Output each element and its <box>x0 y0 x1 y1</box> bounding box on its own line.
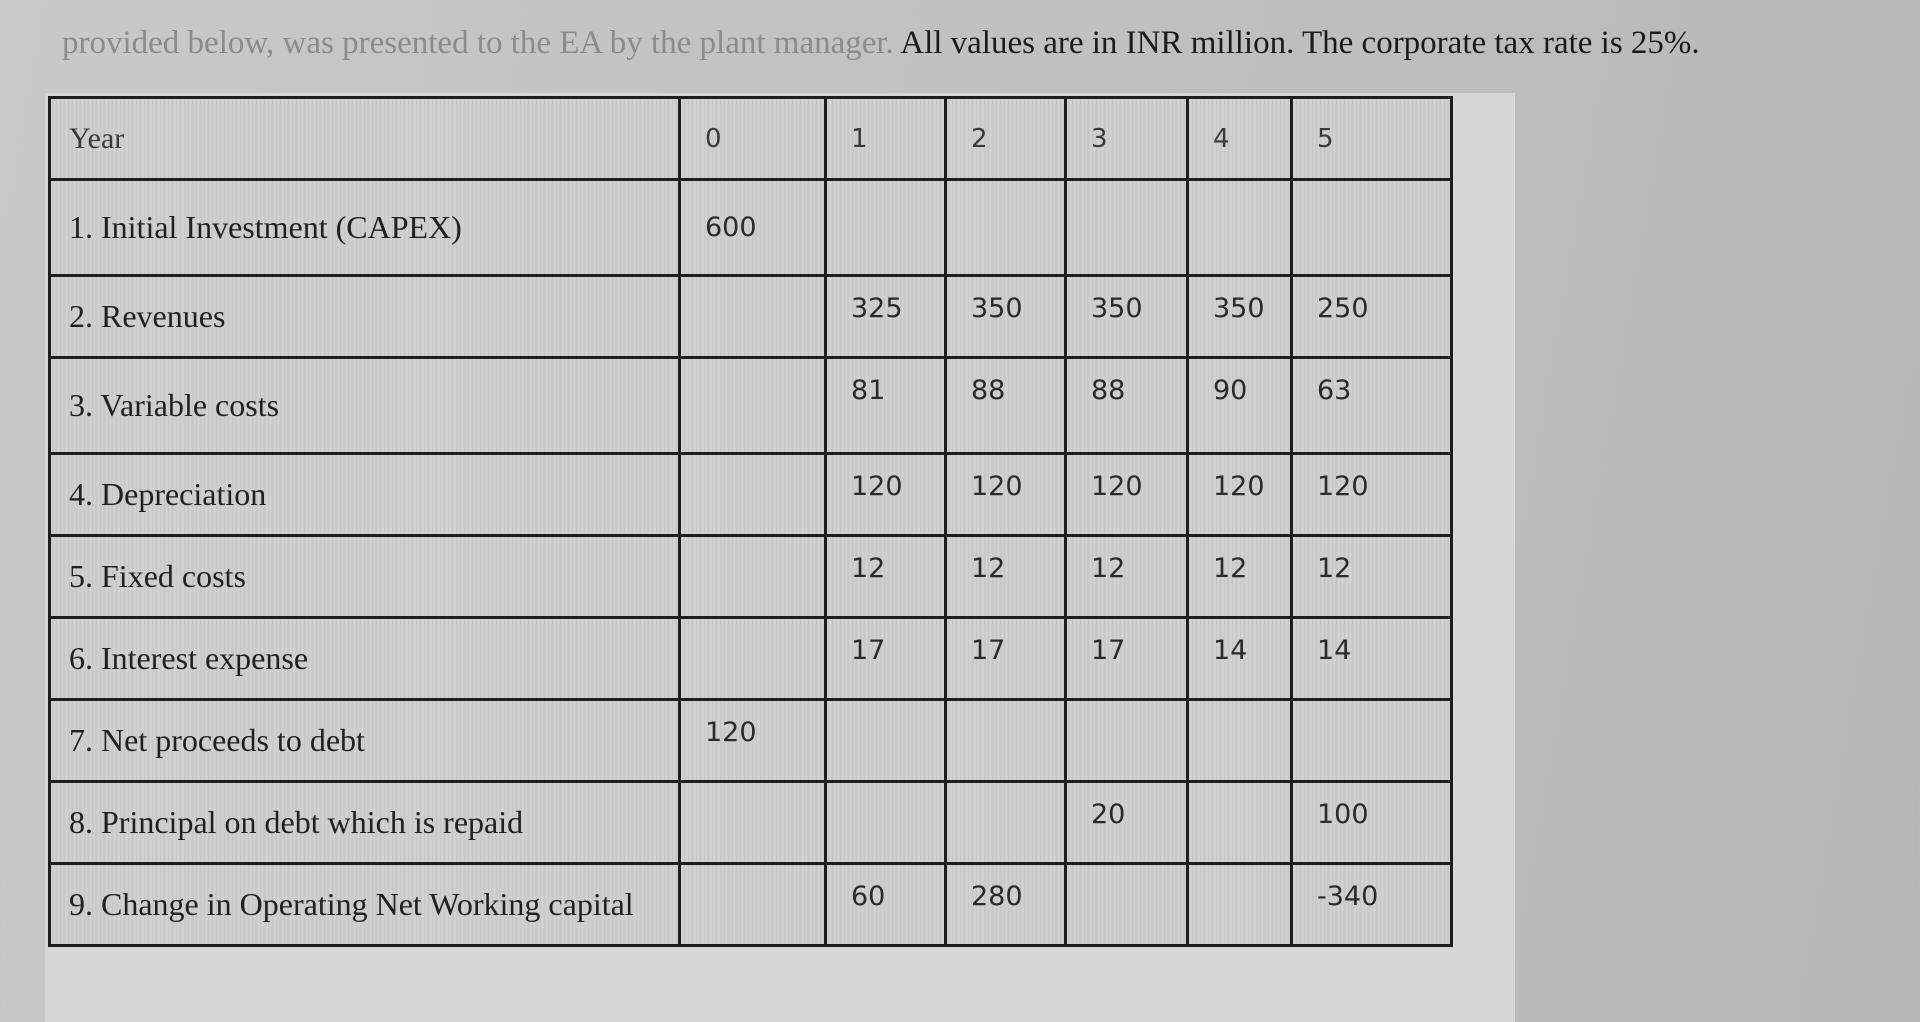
row-label: 1. Initial Investment (CAPEX) <box>50 180 680 276</box>
table-cell: 120 <box>946 454 1066 536</box>
table-cell <box>826 700 946 782</box>
table-row <box>50 180 1452 276</box>
year-5-header: 5 <box>1292 98 1452 180</box>
table-cell <box>680 536 826 618</box>
table-cell <box>1066 700 1188 782</box>
table-cell: 120 <box>1066 454 1188 536</box>
table-cell <box>1188 700 1292 782</box>
table-cell: 120 <box>1292 454 1452 536</box>
table-cell <box>1188 180 1292 276</box>
table-cell: 12 <box>1292 536 1452 618</box>
table-cell: 60 <box>826 864 946 946</box>
table-cell: 12 <box>946 536 1066 618</box>
header-row <box>50 98 1452 180</box>
table-cell: 63 <box>1292 358 1452 454</box>
table-cell <box>1066 864 1188 946</box>
year-2-header: 2 <box>946 98 1066 180</box>
table-row <box>50 358 1452 454</box>
row-label: 5. Fixed costs <box>50 536 680 618</box>
table-row <box>50 618 1452 700</box>
table-cell <box>826 180 946 276</box>
table-row <box>50 782 1452 864</box>
row-label: 6. Interest expense <box>50 618 680 700</box>
intro-faint-text: provided below, was presented to the EA by the plant manager. <box>62 25 894 61</box>
table-row <box>50 276 1452 358</box>
year-header-label: Year <box>50 98 680 180</box>
table-cell: 350 <box>1188 276 1292 358</box>
year-1-header: 1 <box>826 98 946 180</box>
table-cell: 20 <box>1066 782 1188 864</box>
table-cell: 120 <box>1188 454 1292 536</box>
table-cell: 280 <box>946 864 1066 946</box>
cash-flow-table <box>48 96 1453 947</box>
intro-main-text: All values are in INR million. The corporate tax rate is 25%. <box>893 25 1700 61</box>
table-cell: 120 <box>826 454 946 536</box>
table-cell <box>946 180 1066 276</box>
row-label: 7. Net proceeds to debt <box>50 700 680 782</box>
intro-text <box>62 14 1902 72</box>
table-cell: 81 <box>826 358 946 454</box>
year-4-header: 4 <box>1188 98 1292 180</box>
table-cell <box>1188 864 1292 946</box>
table-cell: 14 <box>1188 618 1292 700</box>
table-row <box>50 700 1452 782</box>
table-cell: 350 <box>946 276 1066 358</box>
table-cell: 17 <box>946 618 1066 700</box>
row-label: 8. Principal on debt which is repaid <box>50 782 680 864</box>
table-row <box>50 864 1452 946</box>
table-cell: 350 <box>1066 276 1188 358</box>
table-cell: -340 <box>1292 864 1452 946</box>
table-row <box>50 454 1452 536</box>
table-cell <box>946 782 1066 864</box>
table-cell: 88 <box>946 358 1066 454</box>
table-cell <box>680 618 826 700</box>
table-cell: 12 <box>826 536 946 618</box>
table-cell: 12 <box>1066 536 1188 618</box>
row-label: 2. Revenues <box>50 276 680 358</box>
table-cell <box>680 358 826 454</box>
table-cell: 325 <box>826 276 946 358</box>
table-cell: 90 <box>1188 358 1292 454</box>
table-cell <box>946 700 1066 782</box>
table-cell <box>1188 782 1292 864</box>
table-cell: 600 <box>680 180 826 276</box>
table-cell <box>680 276 826 358</box>
table-cell <box>680 454 826 536</box>
table-row <box>50 536 1452 618</box>
year-3-header: 3 <box>1066 98 1188 180</box>
row-label: 9. Change in Operating Net Working capital <box>50 864 680 946</box>
table-cell: 17 <box>826 618 946 700</box>
table-cell <box>1066 180 1188 276</box>
table-cell <box>1292 180 1452 276</box>
table-cell: 17 <box>1066 618 1188 700</box>
table-cell <box>1292 700 1452 782</box>
table-cell: 100 <box>1292 782 1452 864</box>
table-cell <box>826 782 946 864</box>
year-0-header: 0 <box>680 98 826 180</box>
table-cell: 120 <box>680 700 826 782</box>
row-label: 4. Depreciation <box>50 454 680 536</box>
table-cell: 14 <box>1292 618 1452 700</box>
table-cell <box>680 864 826 946</box>
row-label: 3. Variable costs <box>50 358 680 454</box>
table-cell: 250 <box>1292 276 1452 358</box>
table-cell: 88 <box>1066 358 1188 454</box>
table-cell <box>680 782 826 864</box>
table-cell: 12 <box>1188 536 1292 618</box>
